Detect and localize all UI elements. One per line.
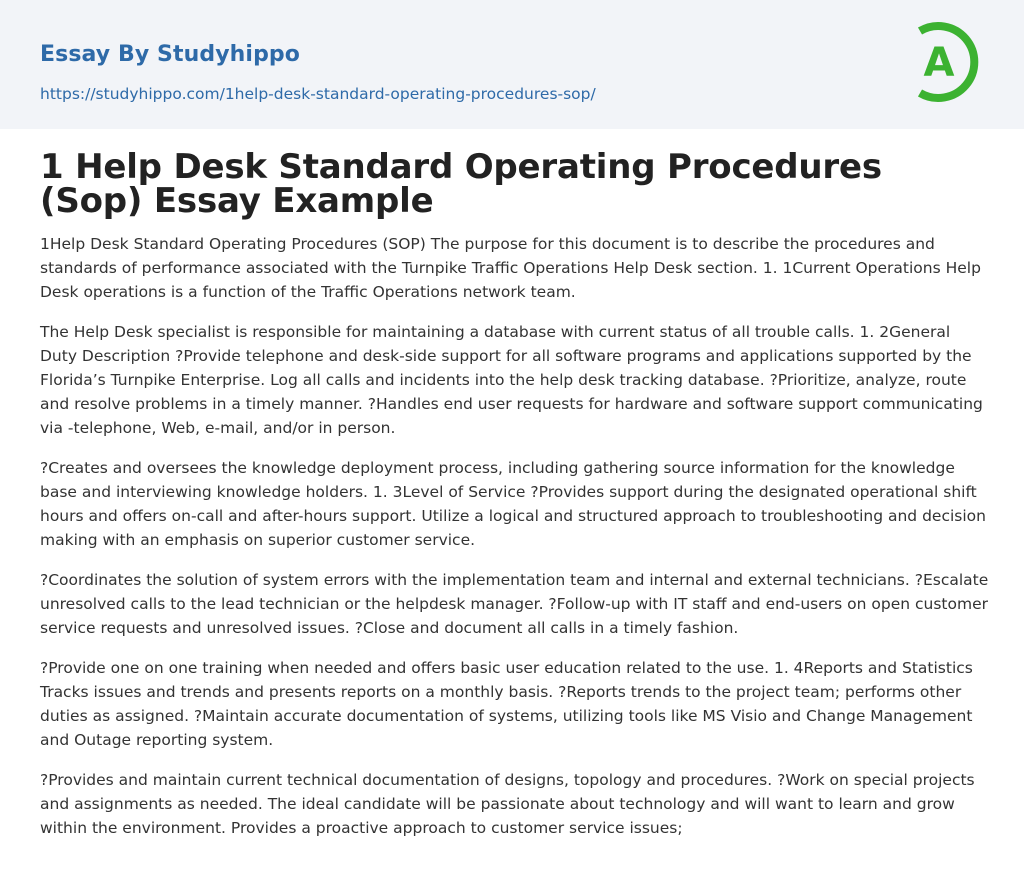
paragraph: 1Help Desk Standard Operating Procedures (SOP) The purpose for this document is to describe the procedures and standards of performance associated with the Turnpike Traffic Operations Help Desk section. 1. 1Current Operations Help Desk operations is a function of the Traffic Operations network team. xyxy=(40,235,981,301)
essay-url-link[interactable]: https://studyhippo.com/1help-desk-standard-operating-procedures-sop/ xyxy=(40,85,596,103)
paragraph: The Help Desk specialist is responsible for maintaining a database with current status of all trouble calls. 1. 2General Duty Description ?Provide telephone and desk-side support for all software programs and applications supported by the Florida’s Turnpike Enterprise. Log all calls and incidents into the help desk tracking database. ?Prioritize, analyze, route and resolve problems in a timely manner. ?Handles end user requests for hardware and software support communicating via -telephone, Web, e-mail, and/or in person. xyxy=(40,323,983,437)
paragraph: ?Creates and oversees the knowledge deployment process, including gathering source information for the knowledge base and interviewing knowledge holders. 1. 3Level of Service ?Provides support during the designated operational shift hours and offers on-call and after-hours support. Utilize a logical and structured approach to troubleshooting and decision making with an emphasis on superior customer service. xyxy=(40,459,986,549)
paragraph: ?Coordinates the solution of system errors with the implementation team and internal and external technicians. ?Escalate unresolved calls to the lead technician or the helpdesk manager. ?Follow-up with IT staff and end-users on open customer service requests and unresolved issues. ?Close and document all calls in a timely fashion. xyxy=(40,571,989,637)
site-header xyxy=(0,0,1024,129)
article-body xyxy=(40,147,990,840)
brand-title[interactable]: Essay By Studyhippo xyxy=(40,42,300,67)
page-title: 1 Help Desk Standard Operating Procedures (Sop) Essay Example xyxy=(40,147,882,221)
logo-letter: A xyxy=(923,40,955,86)
studyhippo-logo-icon[interactable] xyxy=(912,19,986,105)
paragraph: ?Provide one on one training when needed and offers basic user education related to the use. 1. 4Reports and Statistics Tracks issues and trends and presents reports on a monthly basis. ?Reports trends to the project team; performs other duties as assigned. ?Maintain accurate documentation of systems, utilizing tools like MS Visio and Change Management and Outage reporting system. xyxy=(40,659,973,749)
paragraph: ?Provides and maintain current technical documentation of designs, topology and procedures. ?Work on special projects and assignments as needed. The ideal candidate will be passionate about technology and will want to learn and grow within the environment. Provides a proactive approach to customer service issues; xyxy=(40,771,975,837)
